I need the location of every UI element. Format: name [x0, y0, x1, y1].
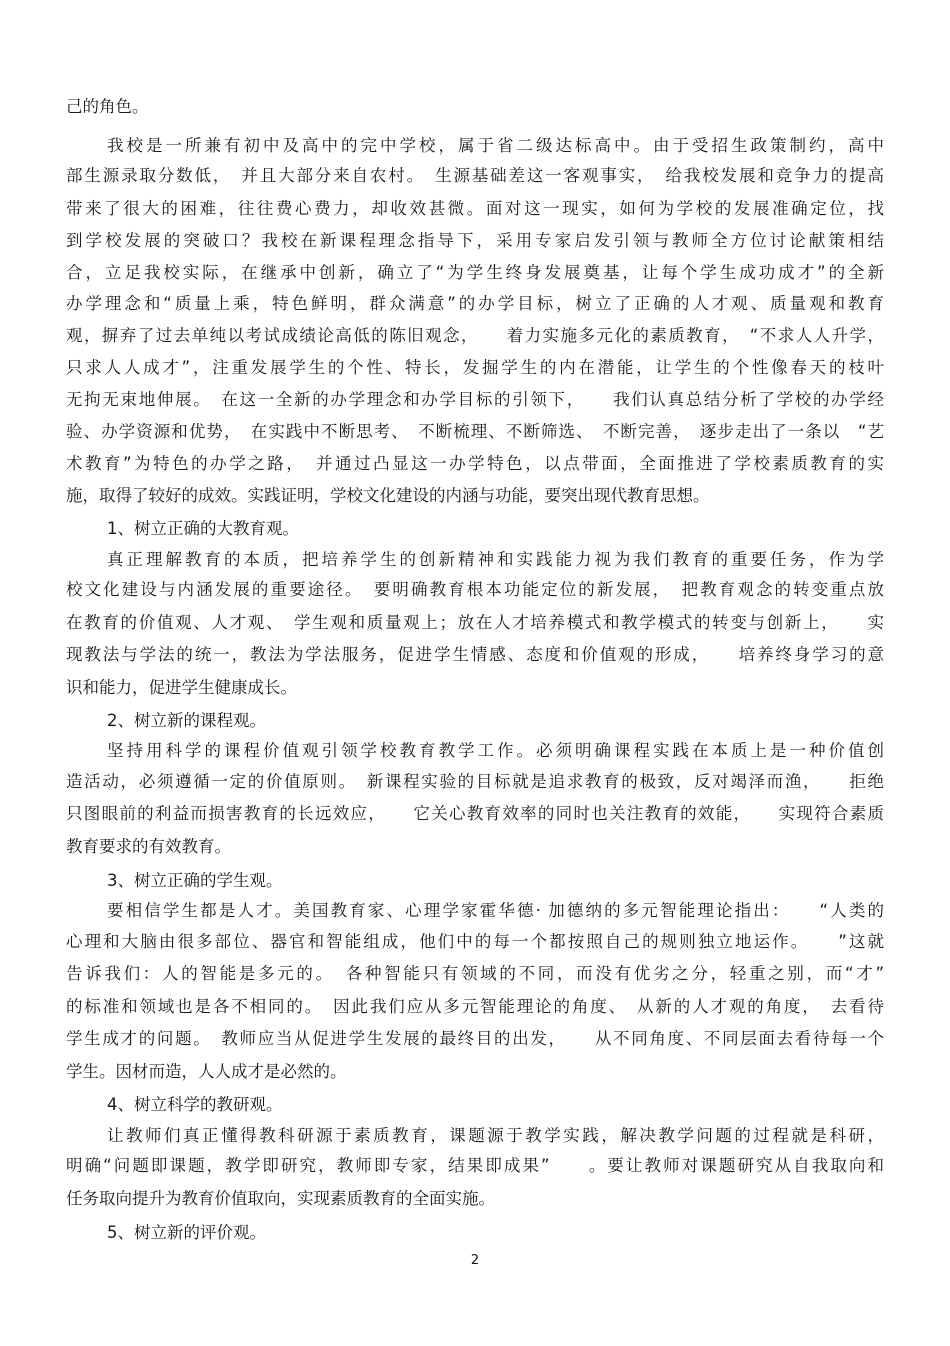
text-line: 办学理念和“质量上乘，特色鲜明，群众满意”的办学目标，树立了正确的人才观、质量观和教育 — [66, 294, 884, 313]
text-line: 带来了很大的困难，往往费心费力，却收效甚微。面对这一现实，如何为学校的发展准确定位，找 — [66, 199, 884, 218]
section-heading: 5、树立新的评价观。 — [107, 1223, 266, 1242]
text-line: 心理和大脑由很多部位、器官和智能组成，他们中的每一个都按照自己的规则独立地运作。 ”这就 — [66, 932, 884, 951]
text-line: 学生。因材而造，人人成才是必然的。 — [66, 1062, 347, 1081]
text-line: 无拘无束地伸展。 在这一全新的办学理念和办学目标的引领下， 我们认真总结分析了学校的办学经 — [66, 390, 884, 409]
text-line: 己的角色。 — [66, 97, 149, 116]
text-line: 造活动，必须遵循一定的价值原则。 新课程实验的目标就是追求教育的极致，反对竭泽而渔， 拒绝 — [66, 772, 884, 791]
text-line: 坚持用科学的课程价值观引领学校教育教学工作。必须明确课程实践在本质上是一种价值创 — [107, 741, 884, 760]
text-line: 识和能力，促进学生健康成长。 — [66, 678, 297, 697]
section-heading: 1、树立正确的大教育观。 — [107, 519, 299, 538]
section-heading: 4、树立科学的教研观。 — [107, 1095, 283, 1114]
text-line: 到学校发展的突破口？我校在新课程理念指导下，采用专家启发引领与教师全方位讨论献策相结 — [66, 231, 884, 250]
text-line: 我校是一所兼有初中及高中的完中学校，属于省二级达标高中。由于受招生政策制约，高中 — [107, 136, 884, 155]
page-number: 2 — [470, 1253, 480, 1268]
text-line: 部生源录取分数低， 并且大部分来自农村。 生源基础差这一客观事实， 给我校发展和竞争力的提高 — [66, 166, 884, 185]
text-line: 术教育”为特色的办学之路， 并通过凸显这一办学特色，以点带面，全面推进了学校素质教育的实 — [66, 454, 884, 473]
text-line: 校文化建设与内涵发展的重要途径。 要明确教育根本功能定位的新发展， 把教育观念的转变重点放 — [66, 580, 884, 599]
text-line: 在教育的价值观、人才观、 学生观和质量观上；放在人才培养模式和教学模式的转变与创新上， 实 — [66, 613, 884, 632]
text-line: 观，摒弃了过去单纯以考试成绩论高低的陈旧观念， 着力实施多元化的素质教育， “不求人人升学， — [66, 326, 884, 345]
text-line: 合，立足我校实际，在继承中创新，确立了“为学生终身发展奠基，让每个学生成功成才”的全新 — [66, 263, 884, 282]
text-line: 要相信学生都是人才。美国教育家、心理学家霍华德· 加德纳的多元智能理论指出： “人类的 — [107, 901, 884, 920]
text-line: 施，取得了较好的成效。实践证明，学校文化建设的内涵与功能，要突出现代教育思想。 — [66, 486, 710, 505]
text-line: 让教师们真正懂得教科研源于素质教育，课题源于教学实践，解决教学问题的过程就是科研， — [107, 1126, 884, 1145]
text-line: 只求人人成才”，注重发展学生的个性、特长，发掘学生的内在潜能，让学生的个性像春天的枝叶 — [66, 358, 884, 377]
text-line: 只图眼前的利益而损害教育的长远效应， 它关心教育效率的同时也关注教育的效能， 实现符合素质 — [66, 804, 884, 823]
text-line: 真正理解教育的本质，把培养学生的创新精神和实践能力视为我们教育的重要任务，作为学 — [107, 550, 884, 569]
text-line: 教育要求的有效教育。 — [66, 837, 231, 856]
text-line: 告诉我们：人的智能是多元的。 各种智能只有领域的不同，而没有优劣之分，轻重之别，而“才” — [66, 964, 884, 983]
text-line: 验、办学资源和优势， 在实践中不断思考、 不断梳理、不断筛选、 不断完善， 逐步走出了一条以 “艺 — [66, 422, 884, 441]
section-heading: 2、树立新的课程观。 — [107, 711, 266, 730]
text-line: 任务取向提升为教育价值取向，实现素质教育的全面实施。 — [66, 1189, 495, 1208]
text-line: 的标准和领域也是各不相同的。 因此我们应从多元智能理论的角度、 从新的人才观的角度， 去看待 — [66, 997, 884, 1016]
section-heading: 3、树立正确的学生观。 — [107, 871, 283, 890]
text-line: 现教法与学法的统一，教法为学法服务，促进学生情感、态度和价值观的形成， 培养终身学习的意 — [66, 645, 884, 664]
text-line: 学生成才的问题。 教师应当从促进学生发展的最终目的出发， 从不同角度、不同层面去看待每一个 — [66, 1029, 884, 1048]
text-line: 明确“问题即课题，教学即研究，教师即专家，结果即成果” 。要让教师对课题研究从自我取向和 — [66, 1156, 884, 1175]
